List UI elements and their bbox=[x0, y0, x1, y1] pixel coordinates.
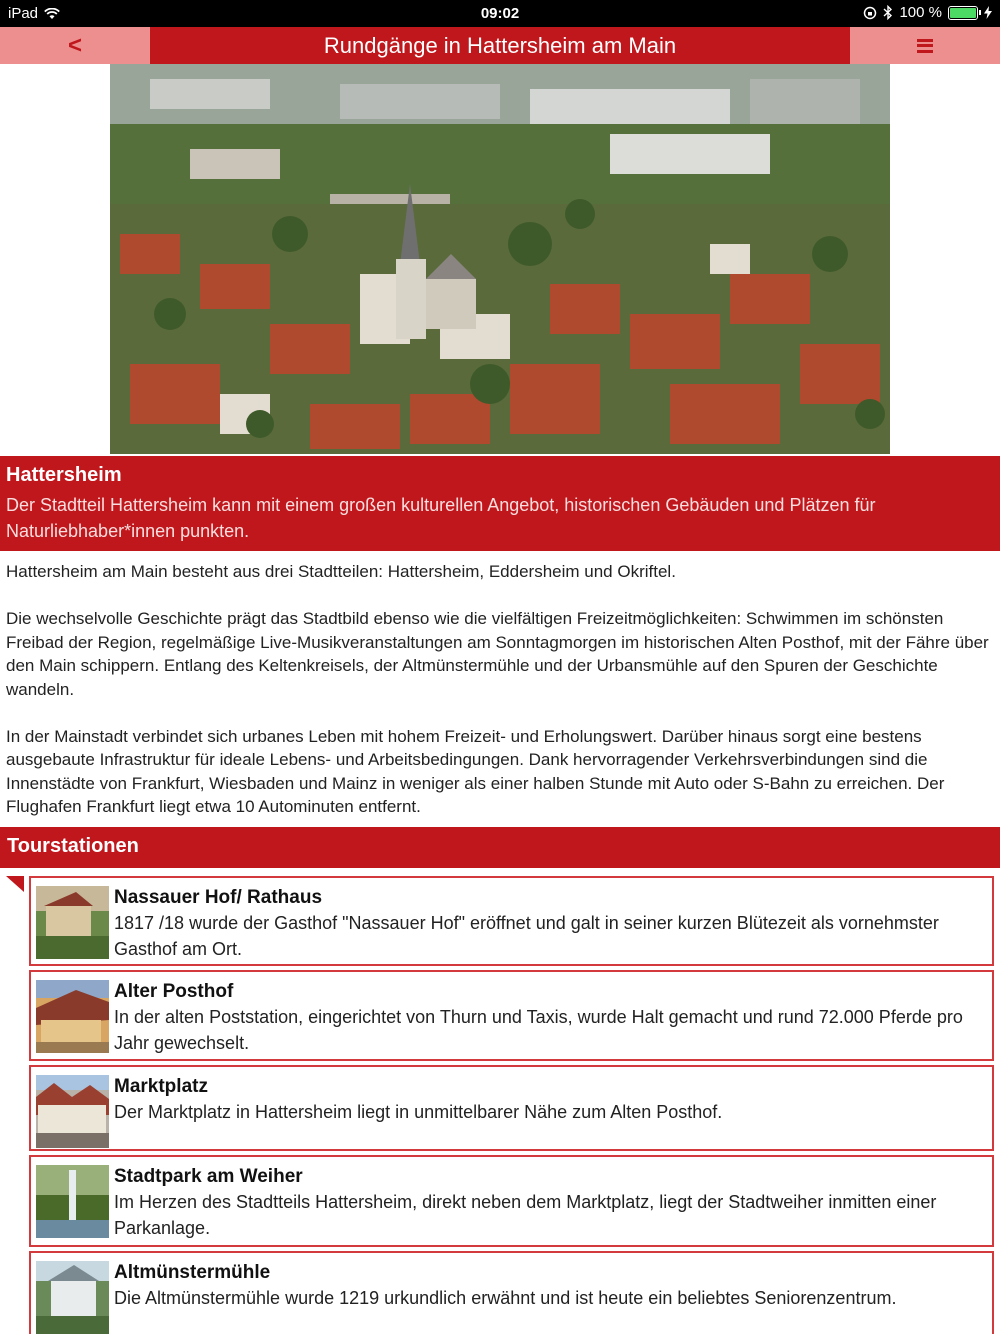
status-right bbox=[863, 4, 992, 21]
battery-icon bbox=[948, 6, 978, 20]
station-item-altmuenstermuehle[interactable] bbox=[29, 1251, 994, 1334]
status-time: 09:02 bbox=[480, 5, 520, 22]
station-item-stadtpark[interactable] bbox=[29, 1155, 994, 1247]
body-paragraph: Hattersheim am Main besteht aus drei Stadtteilen: Hattersheim, Eddersheim und Okriftel. bbox=[6, 562, 676, 581]
hero-image bbox=[110, 64, 890, 454]
station-text bbox=[114, 1261, 984, 1311]
station-title: Alter Posthof bbox=[114, 981, 234, 1002]
intro-title: Hattersheim bbox=[6, 464, 122, 486]
station-description: Der Marktplatz in Hattersheim liegt in unmittelbarer Nähe zum Alten Posthof. bbox=[114, 1102, 723, 1122]
battery-level bbox=[950, 8, 976, 18]
station-thumbnail bbox=[36, 1165, 109, 1238]
station-thumbnail bbox=[36, 1075, 109, 1148]
station-title: Altmünstermühle bbox=[114, 1262, 271, 1283]
station-item-nassauer-hof[interactable] bbox=[29, 876, 994, 966]
station-description: In der alten Poststation, eingerichtet von Thurn und Taxis, wurde Halt gemacht und rund 72.000 Pferde pro Jahr gewechselt. bbox=[114, 1007, 963, 1053]
station-thumbnail bbox=[36, 886, 109, 959]
station-text bbox=[114, 1165, 984, 1241]
station-description: 1817 /18 wurde der Gasthof "Nassauer Hof" eröffnet und galt in seiner kurzen Blütezeit als vornehmster Gasthof am Ort. bbox=[114, 913, 939, 959]
status-bar bbox=[0, 0, 1000, 27]
orientation-lock-icon bbox=[863, 6, 877, 20]
hamburger-icon bbox=[917, 39, 933, 53]
navigation-bar bbox=[0, 27, 1000, 64]
station-item-alter-posthof[interactable] bbox=[29, 970, 994, 1061]
station-description: Die Altmünstermühle wurde 1219 urkundlich erwähnt und ist heute ein beliebtes Seniorenzentrum. bbox=[114, 1288, 897, 1308]
tour-stations-header: Tourstationen bbox=[0, 827, 1000, 868]
corner-marker bbox=[6, 876, 24, 892]
page-title: Rundgänge in Hattersheim am Main bbox=[323, 32, 677, 58]
bluetooth-icon bbox=[883, 5, 893, 20]
station-text bbox=[114, 980, 984, 1056]
station-title: Nassauer Hof/ Rathaus bbox=[114, 887, 323, 908]
station-text bbox=[114, 1075, 984, 1125]
body-paragraph: Die wechselvolle Geschichte prägt das Stadtbild ebenso wie die vielfältigen Freizeitmöglichkeiten: Schwimmen im schönsten Freibad der Region, regelmäßige Live-Musikveranstaltungen am Sonntagmorgen im historischen Alten Posthof, mit der Fähre über den Main schippern. Entlang des Keltenkreisels, der Altmünstermühle und der Urbansmühle auf den Spuren der Geschichte wandeln. bbox=[6, 609, 989, 699]
station-thumbnail bbox=[36, 980, 109, 1053]
body-paragraph: In der Mainstadt verbindet sich urbanes Leben mit hohem Freizeit- und Erholungswert. Darüber hinaus sorgt eine bestens ausgebaute Infrastruktur für ideale Lebens- und Arbeitsbedingungen. Dank hervorragender Verkehrsverbindungen sind die Innenstädte von Frankfurt, Wiesbaden und Mainz in weniger als einer halben Stunde mit Auto oder S-Bahn zu erreichen. Der Flughafen Frankfurt liegt etwa 10 Autominuten entfernt. bbox=[6, 726, 945, 816]
menu-button[interactable] bbox=[850, 27, 1000, 64]
intro-body bbox=[6, 560, 996, 842]
intro-header bbox=[0, 456, 1000, 551]
station-thumbnail bbox=[36, 1261, 109, 1334]
station-text bbox=[114, 886, 984, 962]
battery-percent: 100 % bbox=[899, 4, 942, 21]
station-title: Stadtpark am Weiher bbox=[114, 1166, 303, 1187]
station-description: Im Herzen des Stadtteils Hattersheim, direkt neben dem Marktplatz, liegt der Stadtweiher inmitten einer Parkanlage. bbox=[114, 1192, 937, 1238]
back-button[interactable] bbox=[0, 27, 150, 64]
back-label: < bbox=[67, 31, 82, 59]
aerial-town-illustration bbox=[110, 64, 890, 454]
charging-icon bbox=[984, 6, 992, 19]
station-title: Marktplatz bbox=[114, 1076, 208, 1097]
station-item-marktplatz[interactable] bbox=[29, 1065, 994, 1151]
intro-subtitle: Der Stadtteil Hattersheim kann mit einem großen kulturellen Angebot, historischen Gebäuden und Plätzen für Naturliebhaber*innen punkten. bbox=[6, 495, 876, 541]
device-name: iPad bbox=[8, 5, 39, 22]
